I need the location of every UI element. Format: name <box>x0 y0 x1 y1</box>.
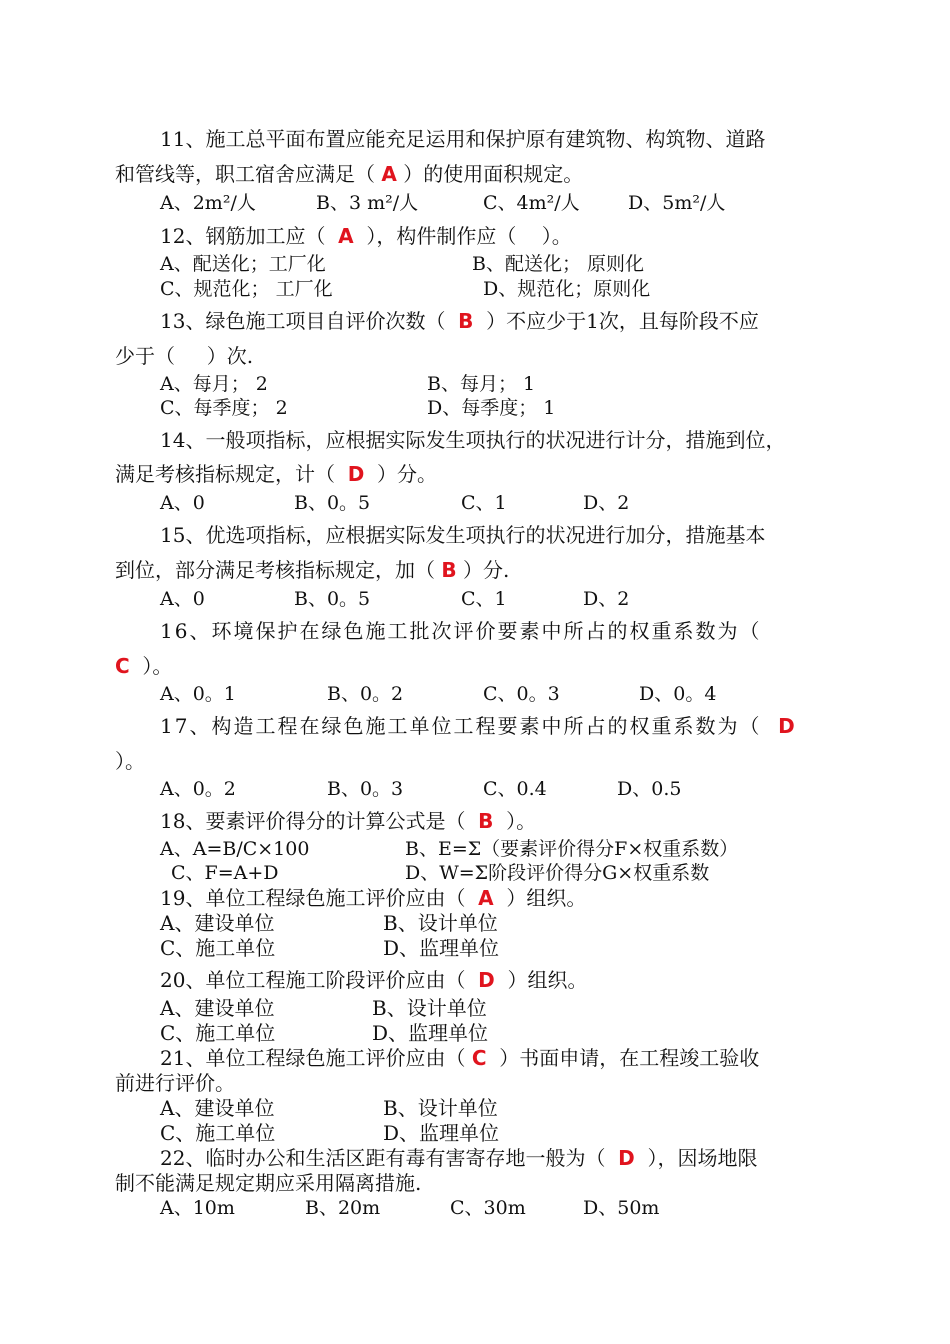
q12-stem-text2: ），构件制作应（ ）。 <box>353 224 572 248</box>
q22-option-a: A、10m <box>160 1197 235 1219</box>
q20-stem-text2: ）组织。 <box>494 968 588 992</box>
q19-option-a: A、建设单位 <box>160 911 275 935</box>
q21-option-d: D、监理单位 <box>383 1121 500 1145</box>
q13-option-a: A、每月； 2 <box>160 373 268 395</box>
q15-option-d: D、2 <box>583 588 630 610</box>
q21-stem-line2: 前进行评价。 <box>115 1071 235 1095</box>
q12-stem-text: 12、钢筋加工应（ <box>160 224 339 248</box>
q20-option-d: D、监理单位 <box>372 1021 489 1045</box>
q11-answer: A <box>381 162 397 186</box>
q14-answer: D <box>347 462 365 486</box>
q21-stem-text: 21、单位工程绿色施工评价应由（ <box>160 1046 472 1070</box>
q21-option-b: B、设计单位 <box>383 1096 498 1120</box>
q13-stem-text: 13、绿色施工项目自评价次数（ <box>160 309 459 333</box>
q13-stem-line2: 少于（ ）次. <box>115 344 254 368</box>
q17-option-c: C、0.4 <box>483 778 547 800</box>
q17-option-a: A、0。2 <box>160 778 236 800</box>
q20-stem-line1 <box>160 968 588 992</box>
q14-stem-line2 <box>115 462 437 486</box>
q18-option-b: B、E=Σ（要素评价得分F×权重系数） <box>405 838 739 860</box>
q15-option-c: C、1 <box>461 588 507 610</box>
q22-stem-text2: ），因场地限 <box>634 1146 758 1170</box>
q19-stem-text: 19、单位工程绿色施工评价应由（ <box>160 886 479 910</box>
q15-option-b: B、0。5 <box>294 588 371 610</box>
q11-stem-text2: ）的使用面积规定。 <box>396 162 584 186</box>
q14-option-b: B、0。5 <box>294 492 371 514</box>
q11-option-a: A、2m²/人 <box>160 192 256 214</box>
q15-option-a: A、0 <box>160 588 205 610</box>
q18-option-d: D、W=Σ阶段评价得分G×权重系数 <box>405 862 710 884</box>
q15-stem-line2 <box>115 558 509 582</box>
q19-option-c: C、施工单位 <box>160 936 276 960</box>
q18-stem-text2: ）。 <box>493 809 537 833</box>
q16-stem-text2: ）。 <box>129 654 173 678</box>
q11-option-c: C、4m²/人 <box>483 192 580 214</box>
q18-option-c: C、F=A+D <box>171 862 279 884</box>
q14-option-c: C、1 <box>461 492 507 514</box>
q21-option-a: A、建设单位 <box>160 1096 275 1120</box>
q14-option-d: D、2 <box>583 492 630 514</box>
q13-answer: B <box>458 309 474 333</box>
q22-answer: D <box>618 1146 635 1170</box>
q17-stem-text: 17、构造工程在绿色施工单位工程要素中所占的权重系数为（ <box>160 714 779 738</box>
q13-stem-line1 <box>160 309 759 333</box>
q14-stem-line1: 14、一般项指标，应根据实际发生项执行的状况进行计分，措施到位， <box>160 428 786 452</box>
q16-option-b: B、0。2 <box>327 683 404 705</box>
q22-option-b: B、20m <box>305 1197 381 1219</box>
q20-stem-text: 20、单位工程施工阶段评价应由（ <box>160 968 479 992</box>
q17-answer: D <box>778 714 797 738</box>
q17-stem-line1 <box>160 714 797 738</box>
q17-option-d: D、0.5 <box>617 778 682 800</box>
q20-option-b: B、设计单位 <box>372 996 487 1020</box>
q11-option-d: D、5m²/人 <box>628 192 726 214</box>
q16-option-a: A、0。1 <box>160 683 236 705</box>
q17-stem-line2: ）。 <box>115 749 145 773</box>
q20-option-c: C、施工单位 <box>160 1021 276 1045</box>
q21-option-c: C、施工单位 <box>160 1121 276 1145</box>
q14-option-a: A、0 <box>160 492 205 514</box>
q19-option-d: D、监理单位 <box>383 936 500 960</box>
q18-option-a: A、A=B/C×100 <box>160 838 310 860</box>
q18-answer: B <box>478 809 494 833</box>
q11-option-b: B、3 m²/人 <box>316 192 419 214</box>
q22-stem-line2: 制不能满足规定期应采用隔离措施. <box>115 1171 422 1195</box>
q12-option-d: D、规范化；原则化 <box>483 278 651 300</box>
q13-stem-text2: ）不应少于1次，且每阶段不应 <box>473 309 759 333</box>
q16-answer: C <box>115 654 130 678</box>
q18-stem-line1 <box>160 809 536 833</box>
q21-stem-line1 <box>160 1046 759 1070</box>
q15-stem-line1: 15、优选项指标，应根据实际发生项执行的状况进行加分，措施基本 <box>160 523 766 547</box>
q15-stem-text: 到位，部分满足考核指标规定，加（ <box>115 558 442 582</box>
q11-stem-text: 和管线等，职工宿舍应满足（ <box>115 162 382 186</box>
q13-option-d: D、每季度； 1 <box>427 397 556 419</box>
q22-stem-text: 22、临时办公和生活区距有毒有害寄存地一般为（ <box>160 1146 619 1170</box>
q12-option-c: C、规范化； 工厂化 <box>160 278 333 300</box>
q19-answer: A <box>478 886 494 910</box>
q21-answer: C <box>471 1046 487 1070</box>
q12-stem-line1 <box>160 224 572 248</box>
q13-option-b: B、每月； 1 <box>427 373 536 395</box>
q22-stem-line1 <box>160 1146 758 1170</box>
q16-option-d: D、0。4 <box>639 683 717 705</box>
q12-answer: A <box>338 224 354 248</box>
q17-option-b: B、0。3 <box>327 778 404 800</box>
q15-stem-text2: ）分. <box>456 558 510 582</box>
q12-option-b: B、配送化； 原则化 <box>472 253 645 275</box>
q16-option-c: C、0。3 <box>483 683 560 705</box>
q13-option-c: C、每季度； 2 <box>160 397 288 419</box>
q18-stem-text: 18、要素评价得分的计算公式是（ <box>160 809 479 833</box>
q19-stem-line1 <box>160 886 586 910</box>
q14-stem-text2: ）分。 <box>364 462 438 486</box>
q16-stem-line1: 16、环境保护在绿色施工批次评价要素中所占的权重系数为（ <box>160 619 762 643</box>
q19-stem-text2: ）组织。 <box>493 886 587 910</box>
q21-stem-text2: ）书面申请，在工程竣工验收 <box>486 1046 760 1070</box>
q15-answer: B <box>441 558 457 582</box>
q22-option-d: D、50m <box>583 1197 660 1219</box>
q14-stem-text: 满足考核指标规定，计（ <box>115 462 348 486</box>
q11-stem-line1: 11、施工总平面布置应能充足运用和保护原有建筑物、构筑物、道路 <box>160 127 766 151</box>
q20-answer: D <box>478 968 495 992</box>
q19-option-b: B、设计单位 <box>383 911 498 935</box>
q22-option-c: C、30m <box>450 1197 526 1219</box>
q20-option-a: A、建设单位 <box>160 996 275 1020</box>
q12-option-a: A、配送化；工厂化 <box>160 253 326 275</box>
q11-stem-line2 <box>115 162 583 186</box>
q16-stem-line2 <box>115 654 172 678</box>
